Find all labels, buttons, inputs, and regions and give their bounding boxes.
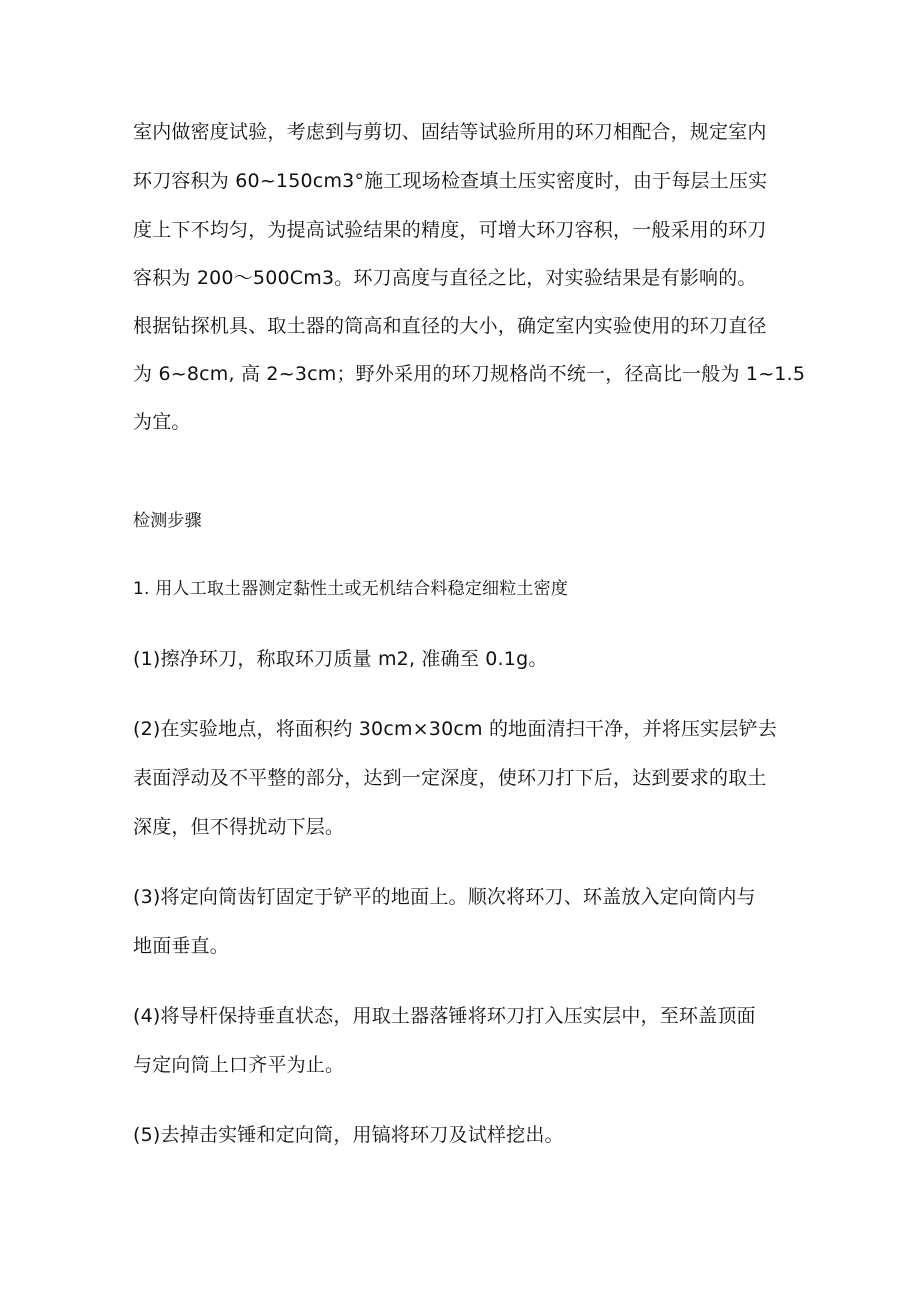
intro-line-3: 度上下不均匀，为提高试验结果的精度，可增大环刀容积，一般采用的环刀 xyxy=(133,219,767,241)
intro-line-1: 室内做密度试验，考虑到与剪切、固结等试验所用的环刀相配合，规定室内 xyxy=(133,121,767,143)
step-line: 地面垂直。 xyxy=(133,935,230,957)
step-line: (2)在实验地点，将面积约 30cm×30cm 的地面清扫干净，并将压实层铲去 xyxy=(133,718,777,740)
intro-line-5: 根据钻探机具、取土器的筒高和直径的大小，确定室内实验使用的环刀直径 xyxy=(133,315,767,337)
step-line: 与定向筒上口齐平为止。 xyxy=(133,1054,345,1076)
intro-line-7: 为宜。 xyxy=(133,411,191,433)
subsection-title: 1. 用人工取土器测定黏性土或无机结合料稳定细粒土密度 xyxy=(133,579,569,599)
intro-line-6: 为 6~8cm, 高 2~3cm；野外采用的环刀规格尚不统一，径高比一般为 1~1.5 xyxy=(133,363,806,385)
section-heading: 检测步骤 xyxy=(133,511,202,531)
step-line: 表面浮动及不平整的部分，达到一定深度，使环刀打下后，达到要求的取土 xyxy=(133,767,767,789)
step-line: (1)擦净环刀，称取环刀质量 m2, 准确至 0.1g。 xyxy=(133,648,548,670)
intro-line-4: 容积为 200～500Cm3。环刀高度与直径之比，对实验结果是有影响的。 xyxy=(133,267,757,289)
step-line: (4)将导杆保持垂直状态，用取土器落锤将环刀打入压实层中，至环盖顶面 xyxy=(133,1005,756,1027)
step-line: (5)去掉击实锤和定向筒，用镐将环刀及试样挖出。 xyxy=(133,1124,564,1146)
step-line: 深度，但不得扰动下层。 xyxy=(133,816,345,838)
step-line: (3)将定向筒齿钉固定于铲平的地面上。顺次将环刀、环盖放入定向筒内与 xyxy=(133,886,756,908)
intro-line-2: 环刀容积为 60~150cm3°施工现场检查填土压实密度时，由于每层土压实 xyxy=(133,170,768,192)
